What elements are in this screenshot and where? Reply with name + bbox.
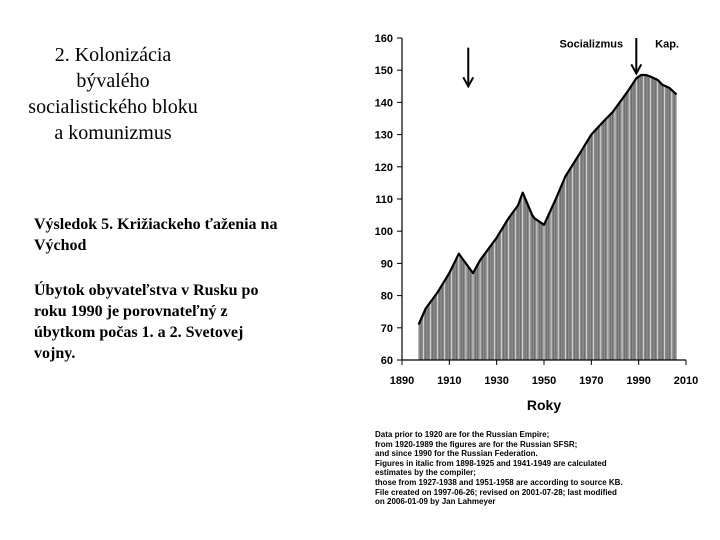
x-tick-label: 1890 bbox=[389, 375, 415, 387]
y-tick-label: 140 bbox=[374, 97, 393, 110]
y-tick-label: 60 bbox=[380, 355, 393, 367]
y-tick-label: 70 bbox=[380, 322, 393, 335]
x-axis-label: Roky bbox=[526, 397, 562, 413]
x-tick-label: 1990 bbox=[626, 375, 651, 387]
chart-source-note: Data prior to 1920 are for the Russian Empire; from 1920-1989 the figures are for the Russian SFSR; and since 1990 for the Russian Federation. Figures in italic from 1898-1925 and 1941-1949 are calculated estimates by the compiler; those from 1927-1938 and 1951-1958 are according to source KB. File created on 1997-06-26; revised on 2001-07-28; last modified on 2006-01-09 by Jan Lahmeyer bbox=[375, 430, 623, 507]
chart-svg bbox=[336, 22, 706, 422]
x-tick-label: 2010 bbox=[673, 375, 699, 387]
y-tick-label: 120 bbox=[374, 161, 393, 174]
paragraph-result: Výsledok 5. Križiackeho ťaženia na Východ bbox=[34, 216, 278, 254]
x-tick-label: 1970 bbox=[579, 375, 604, 387]
x-tick-label: 1910 bbox=[437, 375, 462, 387]
chart-annotation: Kap. bbox=[655, 38, 679, 51]
y-tick-label: 80 bbox=[380, 290, 393, 303]
y-tick-label: 160 bbox=[374, 33, 393, 45]
chart-annotation: Socializmus bbox=[559, 38, 624, 51]
slide-title: 2. Kolonizácia bývalého socialistického bloku a komunizmus bbox=[28, 44, 198, 144]
slide-body bbox=[34, 214, 284, 388]
x-tick-label: 1930 bbox=[484, 375, 509, 387]
paragraph-population-loss: Úbytok obyvateľstva v Rusku po roku 1990 je porovnateľný z úbytkom počas 1. a 2. Svetovej vojny. bbox=[34, 282, 259, 362]
y-tick-label: 100 bbox=[374, 226, 393, 239]
y-tick-label: 150 bbox=[374, 65, 393, 78]
x-tick-label: 1950 bbox=[531, 375, 557, 387]
y-tick-label: 90 bbox=[380, 258, 393, 271]
y-tick-label: 110 bbox=[375, 194, 393, 206]
population-chart bbox=[336, 22, 706, 422]
y-tick-label: 130 bbox=[374, 129, 393, 142]
